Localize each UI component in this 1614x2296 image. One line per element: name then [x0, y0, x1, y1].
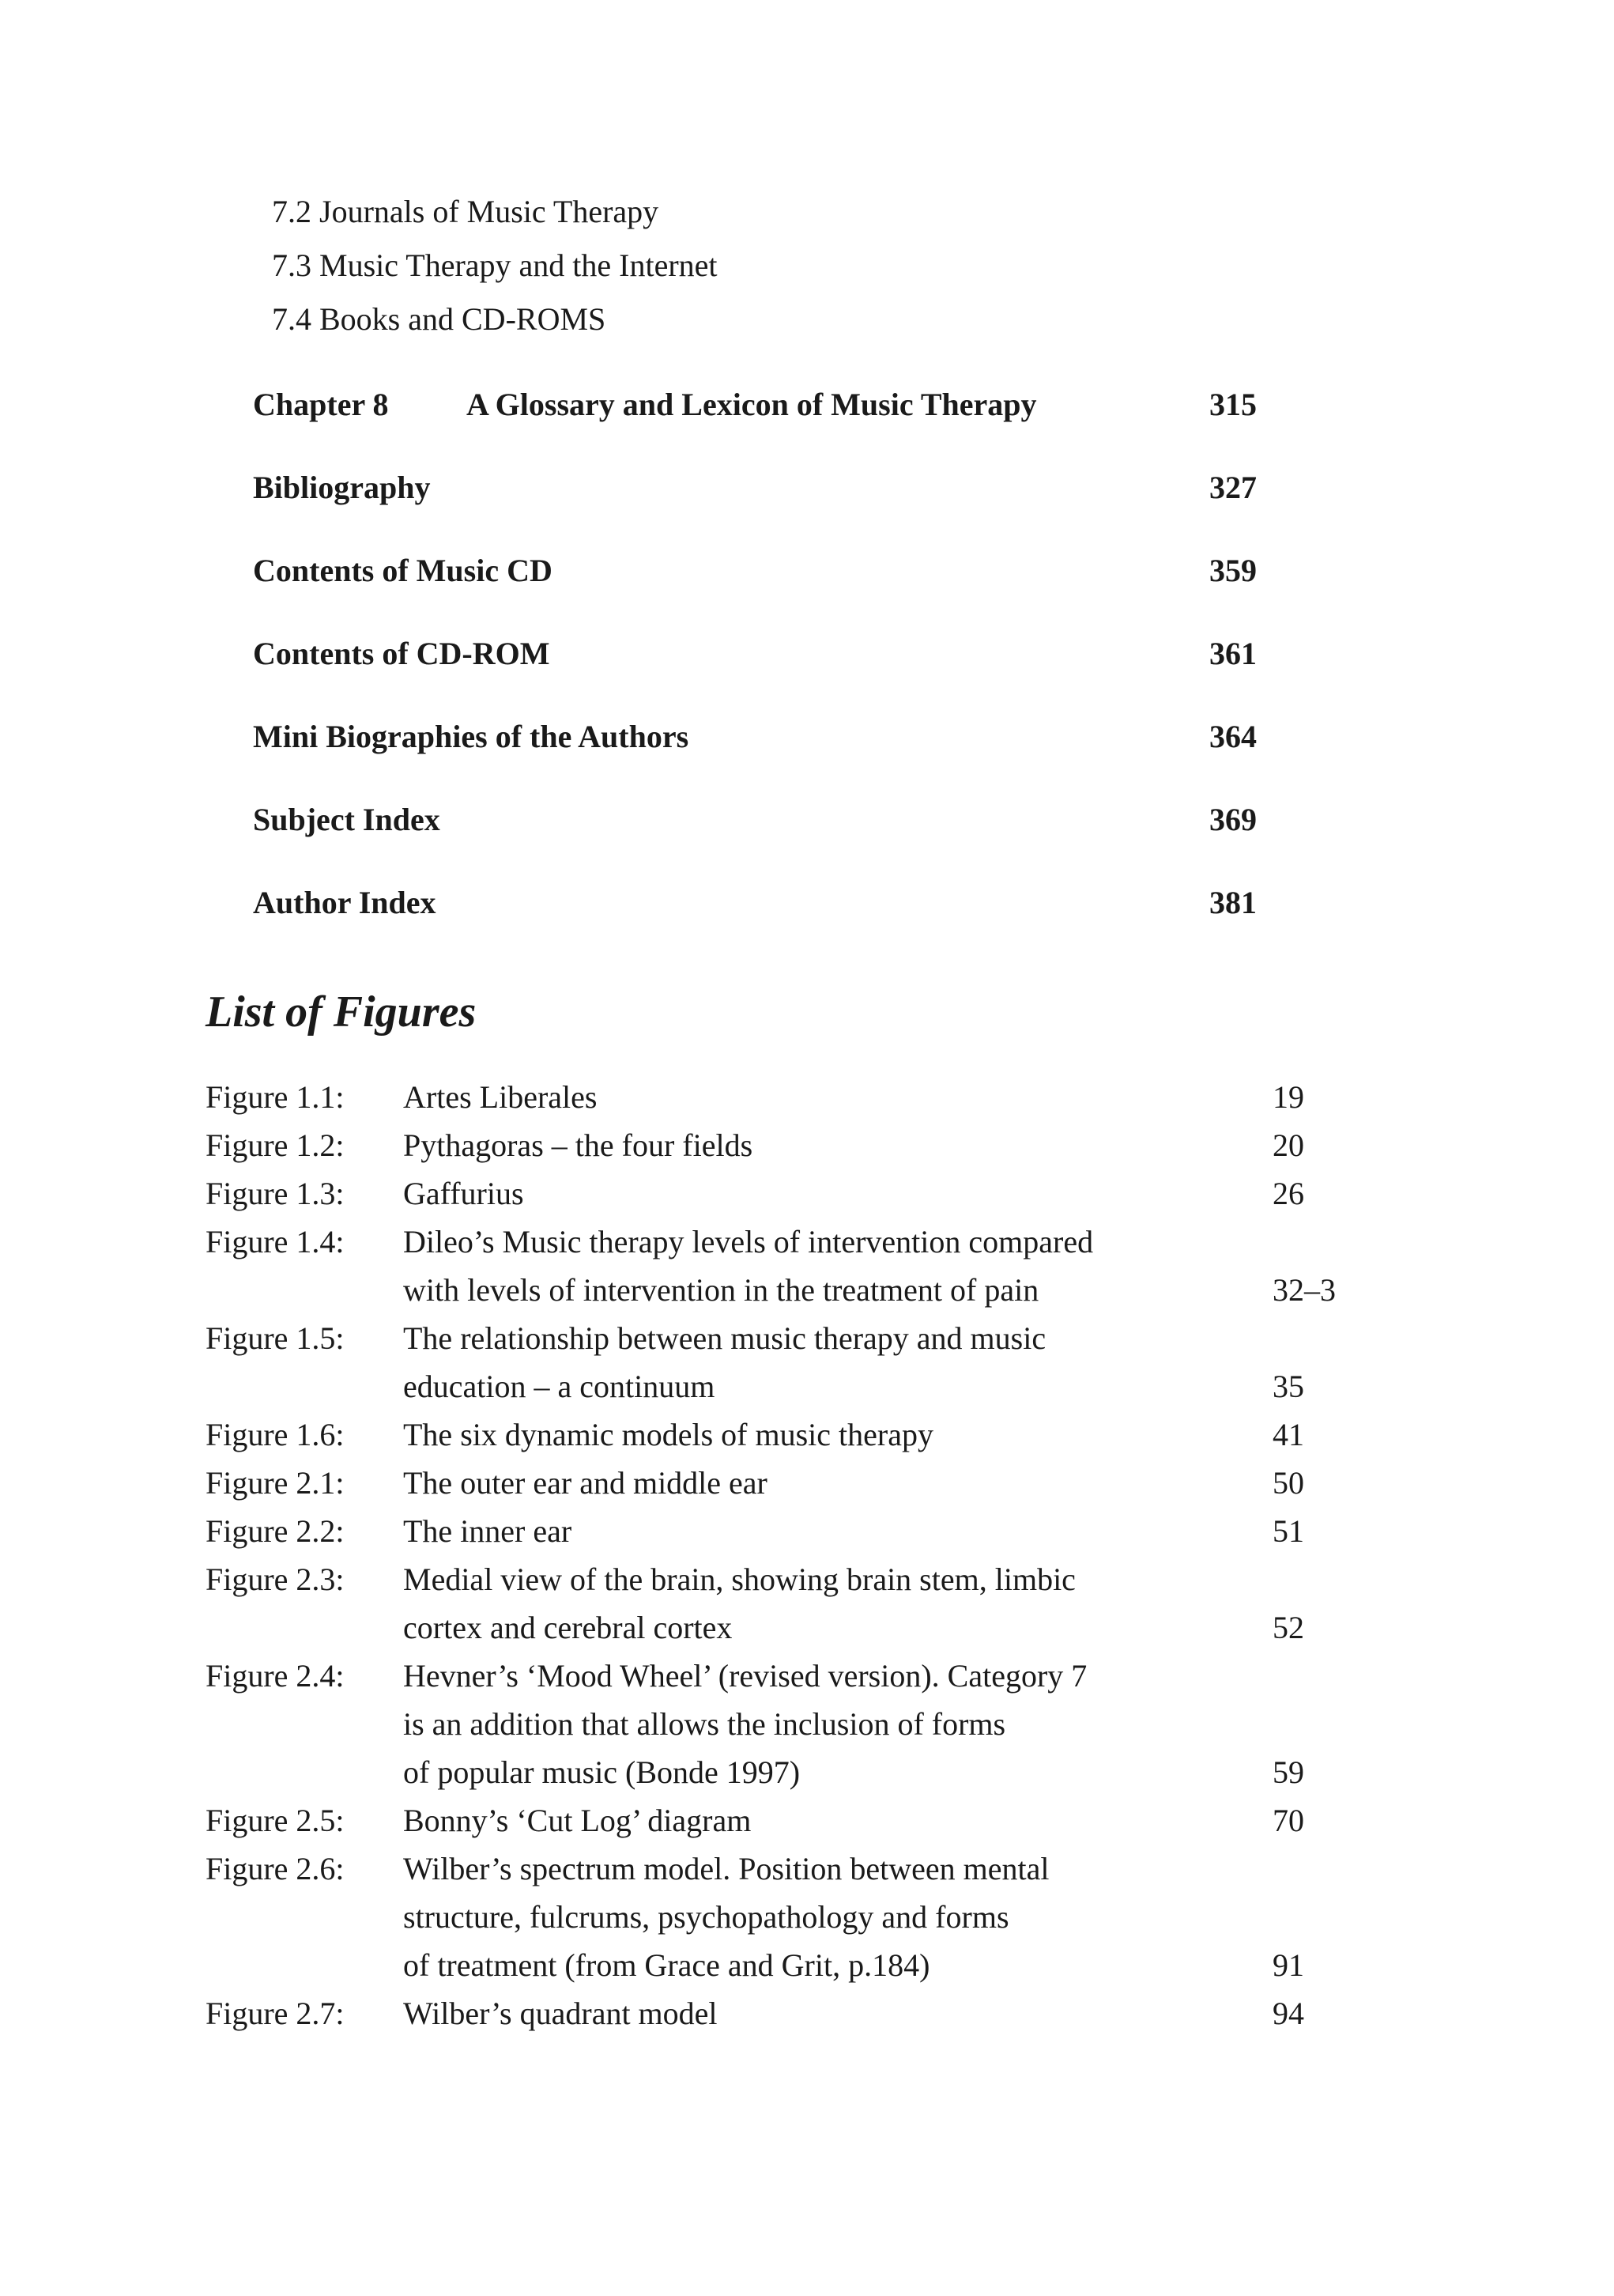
figure-caption [403, 1845, 1194, 1989]
toc-row-bibliography [253, 466, 1280, 510]
figure-caption [403, 1796, 1194, 1845]
figure-caption-line: structure, fulcrums, psychopathology and forms [403, 1899, 1009, 1935]
toc-row-subject-index [253, 798, 1280, 842]
figure-page: 51 [1273, 1513, 1304, 1549]
toc-page: 361 [1209, 636, 1257, 671]
figure-caption-line: Wilber’s spectrum model. Position between mental [403, 1851, 1050, 1886]
toc-subitem: 7.4 Books and CD-ROMS [272, 301, 606, 337]
figure-number: Figure 1.2: [206, 1127, 345, 1163]
figure-page: 91 [1273, 1947, 1304, 1983]
toc-subitem: 7.3 Music Therapy and the Internet [272, 247, 718, 283]
figure-page: 32–3 [1273, 1272, 1336, 1308]
toc-page: 315 [1209, 387, 1257, 422]
figure-caption [403, 1218, 1194, 1314]
figure-caption [403, 1459, 1194, 1507]
figure-caption-line: with levels of intervention in the treatment of pain [403, 1272, 1039, 1308]
toc-label: Chapter 8 [253, 387, 389, 422]
figure-caption-line: of popular music (Bonde 1997) [403, 1754, 801, 1790]
figure-number: Figure 1.3: [206, 1176, 345, 1211]
figure-caption [403, 1555, 1194, 1652]
figure-number: Figure 2.1: [206, 1465, 345, 1501]
figure-page: 70 [1273, 1803, 1304, 1838]
figure-caption [403, 1073, 1194, 1121]
toc-label: Contents of Music CD [253, 553, 552, 588]
figure-caption [403, 1314, 1194, 1410]
figure-caption [403, 1169, 1194, 1218]
toc-page: 381 [1209, 885, 1257, 920]
toc-row-chapter-8 [253, 383, 1280, 427]
figure-number: Figure 2.5: [206, 1803, 345, 1838]
figure-caption-line: Artes Liberales [403, 1079, 598, 1115]
toc-row-cd-rom [253, 632, 1280, 676]
toc-label: Bibliography [253, 470, 431, 505]
figure-number: Figure 2.6: [206, 1851, 345, 1886]
toc-page: 359 [1209, 553, 1257, 588]
figure-number: Figure 2.2: [206, 1513, 345, 1549]
figure-caption [403, 1410, 1194, 1459]
figure-page: 59 [1273, 1754, 1304, 1790]
toc-page: 364 [1209, 719, 1257, 754]
figure-page: 35 [1273, 1369, 1304, 1404]
figure-page: 26 [1273, 1176, 1304, 1211]
figure-number: Figure 1.6: [206, 1417, 345, 1452]
figure-caption-line: The outer ear and middle ear [403, 1465, 767, 1501]
figure-caption-line: Wilber’s quadrant model [403, 1996, 718, 2031]
figure-caption-line: of treatment (from Grace and Grit, p.184) [403, 1947, 930, 1983]
figure-page: 94 [1273, 1996, 1304, 2031]
figure-page: 50 [1273, 1465, 1304, 1501]
toc-page: 369 [1209, 802, 1257, 837]
figure-caption [403, 1989, 1194, 2037]
figure-caption-line: The inner ear [403, 1513, 572, 1549]
figure-number: Figure 2.3: [206, 1562, 345, 1597]
figure-caption [403, 1652, 1194, 1796]
figure-number: Figure 2.7: [206, 1996, 345, 2031]
toc-row-mini-biographies [253, 715, 1280, 759]
figure-caption-line: education – a continuum [403, 1369, 715, 1404]
figure-caption [403, 1121, 1194, 1169]
figure-caption-line: Dileo’s Music therapy levels of intervention compared [403, 1224, 1094, 1259]
toc-label: Mini Biographies of the Authors [253, 719, 689, 754]
figure-caption-line: The relationship between music therapy and music [403, 1320, 1046, 1356]
toc-row-author-index [253, 881, 1280, 925]
toc-page: 327 [1209, 470, 1257, 505]
figure-number: Figure 2.4: [206, 1658, 345, 1694]
figure-page: 52 [1273, 1610, 1304, 1645]
figure-caption-line: Bonny’s ‘Cut Log’ diagram [403, 1803, 752, 1838]
figure-caption-line: The six dynamic models of music therapy [403, 1417, 933, 1452]
figure-page: 19 [1273, 1079, 1304, 1115]
toc-row-music-cd [253, 549, 1280, 593]
toc-subitem: 7.2 Journals of Music Therapy [272, 194, 659, 229]
toc-label: Author Index [253, 885, 436, 920]
figure-page: 41 [1273, 1417, 1304, 1452]
figure-page: 20 [1273, 1127, 1304, 1163]
figure-number: Figure 1.1: [206, 1079, 345, 1115]
figure-caption-line: Gaffurius [403, 1176, 524, 1211]
list-of-figures-heading: List of Figures [206, 988, 477, 1037]
figure-caption-line: Medial view of the brain, showing brain stem, limbic [403, 1562, 1076, 1597]
toc-label: Contents of CD-ROM [253, 636, 550, 671]
figure-caption-line: cortex and cerebral cortex [403, 1610, 733, 1645]
toc-label: Subject Index [253, 802, 440, 837]
figure-number: Figure 1.5: [206, 1320, 345, 1356]
figure-caption-line: Hevner’s ‘Mood Wheel’ (revised version). Category 7 [403, 1658, 1088, 1694]
toc-title: A Glossary and Lexicon of Music Therapy [466, 387, 1037, 422]
figure-number: Figure 1.4: [206, 1224, 345, 1259]
figure-caption-line: Pythagoras – the four fields [403, 1127, 753, 1163]
figure-caption [403, 1507, 1194, 1555]
figure-caption-line: is an addition that allows the inclusion of forms [403, 1706, 1006, 1742]
